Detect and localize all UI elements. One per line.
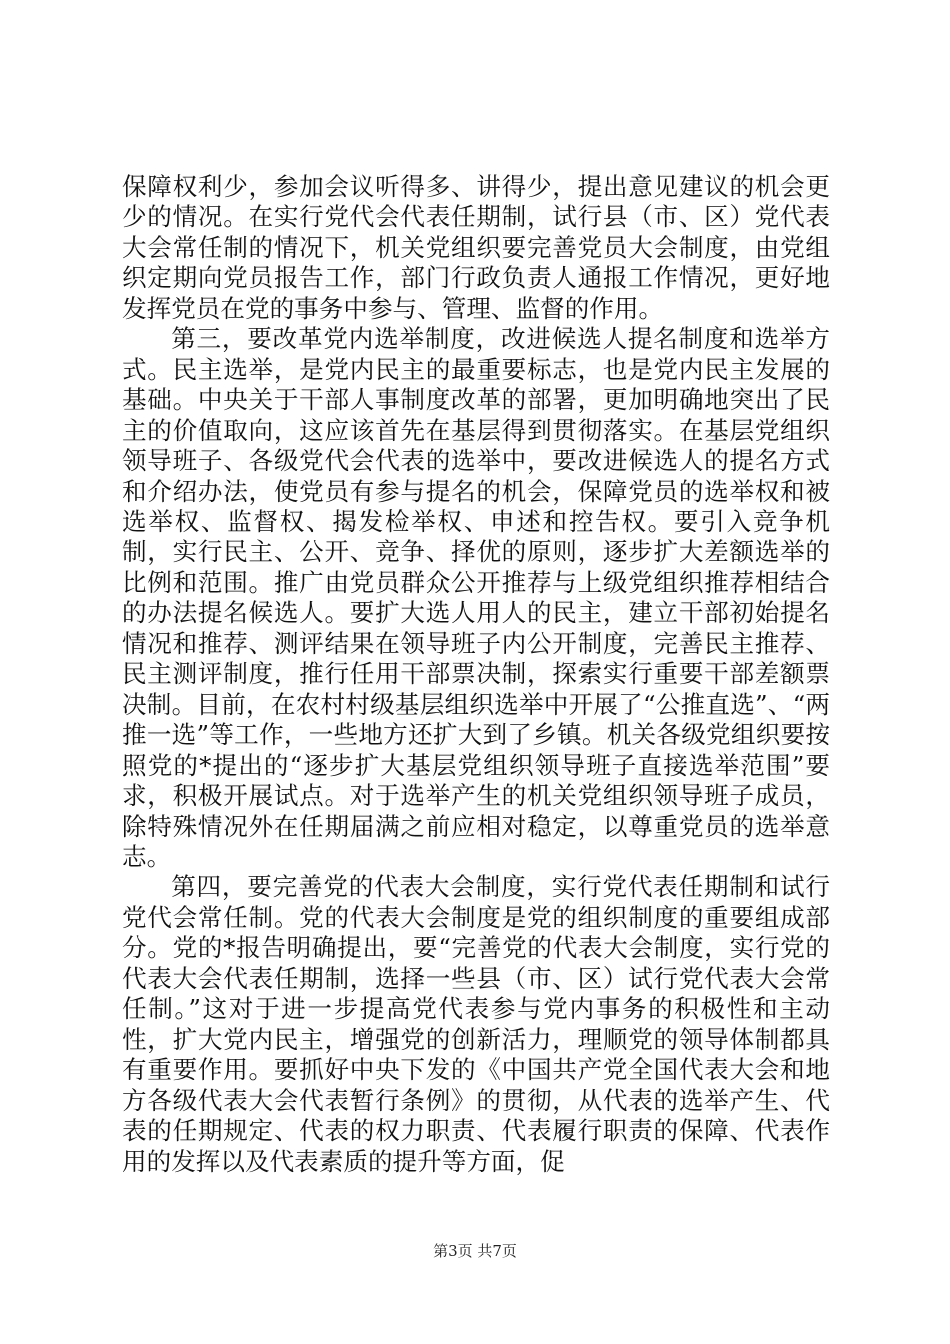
paragraph-3: 第四，要完善党的代表大会制度，实行党代表任期制和试行党代会常任制。党的代表大会制度是党的组织制度的重要组成部分。党的*报告明确提出，要“完善党的代表大会制度，实行党的代表大会代表任期制，选择一些县（市、区）试行党代表大会常任制。”这对于进一步提高党代表参与党内事务的积极性和主动性，扩大党内民主，增强党的创新活力，理顺党的领导体制都具有重要作用。要抓好中央下发的《中国共产党全国代表大会和地方各级代表大会代表暂行条例》的贯彻，从代表的选举产生、代表的任期规定、代表的权力职责、代表履行职责的保障、代表作用的发挥以及代表素质的提升等方面，促 [122,872,830,1176]
paragraph-1: 保障权利少，参加会议听得多、讲得少，提出意见建议的机会更少的情况。在实行党代会代表任期制，试行县（市、区）党代表大会常任制的情况下，机关党组织要完善党员大会制度，由党组织定期向党员报告工作，部门行政负责人通报工作情况，更好地发挥党员在党的事务中参与、管理、监督的作用。 [122,172,830,323]
paragraph-2: 第三，要改革党内选举制度，改进候选人提名制度和选举方式。民主选举，是党内民主的最重要标志，也是党内民主发展的基础。中央关于干部人事制度改革的部署，更加明确地突出了民主的价值取向，这应该首先在基层得到贯彻落实。在基层党组织领导班子、各级党代会代表的选举中，要改进候选人的提名方式和介绍办法，使党员有参与提名的机会，保障党员的选举权和被选举权、监督权、揭发检举权、申述和控告权。要引入竞争机制，实行民主、公开、竞争、择优的原则，逐步扩大差额选举的比例和范围。推广由党员群众公开推荐与上级党组织推荐相结合的办法提名候选人。要扩大选人用人的民主，建立干部初始提名情况和推荐、测评结果在领导班子内公开制度，完善民主推荐、民主测评制度，推行任用干部票决制，探索实行重要干部差额票决制。目前，在农村村级基层组织选举中开展了“公推直选”、“两推一选”等工作，一些地方还扩大到了乡镇。机关各级党组织要按照党的*提出的“逐步扩大基层党组织领导班子直接选举范围”要求，积极开展试点。对于选举产生的机关党组织领导班子成员，除特殊情况外在任期届满之前应相对稳定，以尊重党员的选举意志。 [122,324,830,871]
body-text [122,172,830,1177]
page-number-footer: 第3页 共7页 [433,1242,517,1260]
